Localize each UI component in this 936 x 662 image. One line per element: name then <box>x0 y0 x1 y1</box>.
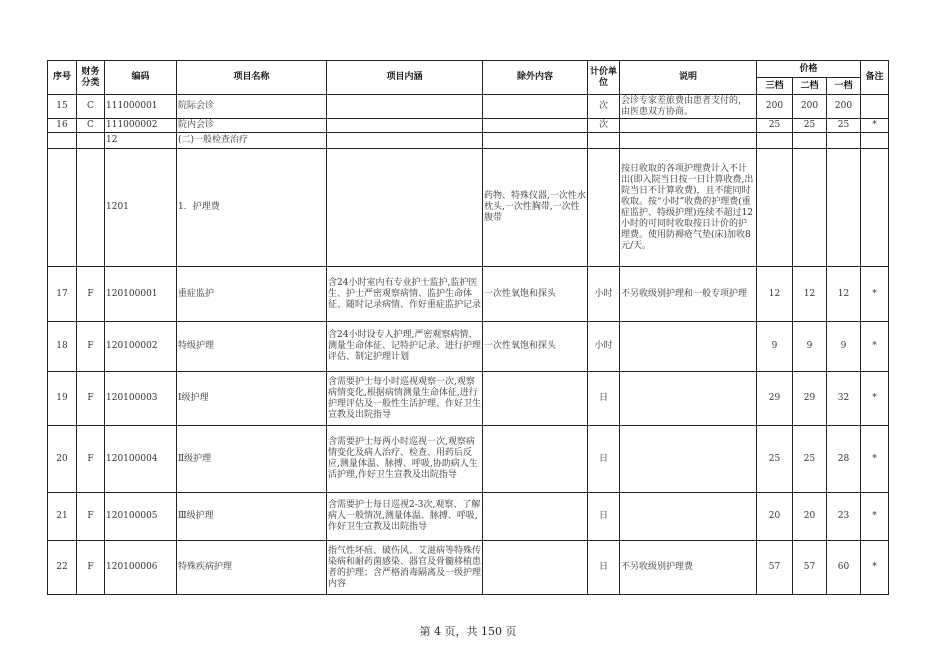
cell-p1: 200 <box>827 95 861 119</box>
cell-note: 按日收取的各项护理费计入不计出(即入院当日按一日计算收费,出院当日不计算收费)，且不能同时收取。按“小时”收费的护理费(重症监护、特级护理)连续不超过12小时的可同时收取按日计价的护理费。使用防褥疮气垫(床)加收8元/天。 <box>620 149 757 267</box>
cell-content <box>327 133 483 149</box>
cell-content <box>327 149 483 267</box>
cell-seq: 16 <box>48 119 77 133</box>
cell-p3: 29 <box>757 372 793 426</box>
cell-unit <box>588 149 620 267</box>
cell-p1 <box>827 149 861 267</box>
cell-p2: 20 <box>793 493 827 541</box>
cell-p2: 25 <box>793 119 827 133</box>
cell-content: 含需要护士每日巡视2-3次,观察、了解病人一般情况,测量体温、脉搏、呼吸,作好卫生宣教及出院指导 <box>327 493 483 541</box>
cell-code: 120100003 <box>105 372 177 426</box>
cell-remark <box>861 133 889 149</box>
header-fin-class: 财务分类 <box>77 61 105 95</box>
cell-code: 120100002 <box>105 322 177 372</box>
cell-remark <box>861 95 889 119</box>
cell-fin: F <box>77 267 105 322</box>
cell-p2: 25 <box>793 426 827 493</box>
cell-p2: 200 <box>793 95 827 119</box>
cell-excluded <box>483 119 588 133</box>
cell-content: 含需要护士每小时巡视观察一次,观察病情变化,根据病情测量生命体征,进行护理评估及一般性生活护理、作好卫生宣教及出院指导 <box>327 372 483 426</box>
cell-name: Ⅰ级护理 <box>177 372 327 426</box>
cell-note: 会诊专家差旅费由患者支付的，由医患双方协商。 <box>620 95 757 119</box>
cell-name: 院内会诊 <box>177 119 327 133</box>
cell-code: 1201 <box>105 149 177 267</box>
cell-seq: 15 <box>48 95 77 119</box>
cell-content <box>327 119 483 133</box>
cell-unit: 小时 <box>588 322 620 372</box>
cell-note <box>620 426 757 493</box>
cell-fin <box>77 133 105 149</box>
table-row <box>48 372 889 426</box>
table-row <box>48 133 889 149</box>
cell-note <box>620 133 757 149</box>
cell-fin: C <box>77 119 105 133</box>
cell-code: 111000001 <box>105 95 177 119</box>
cell-content: 指气性坏疽、破伤风、艾滋病等特殊传染病和耐药菌感染、器官及骨髓移植患者的护理；含严格消毒隔离及一级护理内容 <box>327 541 483 595</box>
cell-excluded <box>483 426 588 493</box>
cell-excluded: 一次性氧饱和探头 <box>483 322 588 372</box>
cell-p3: 9 <box>757 322 793 372</box>
cell-note <box>620 119 757 133</box>
table-row <box>48 267 889 322</box>
cell-code: 111000002 <box>105 119 177 133</box>
header-tier1: 一档 <box>827 78 861 95</box>
cell-seq: 22 <box>48 541 77 595</box>
cell-name: 院际会诊 <box>177 95 327 119</box>
cell-excluded <box>483 133 588 149</box>
cell-p3: 12 <box>757 267 793 322</box>
cell-seq <box>48 149 77 267</box>
cell-name: 1．护理费 <box>177 149 327 267</box>
cell-seq: 19 <box>48 372 77 426</box>
cell-fin: F <box>77 541 105 595</box>
cell-fin: F <box>77 372 105 426</box>
cell-remark: * <box>861 541 889 595</box>
cell-p3: 57 <box>757 541 793 595</box>
header-remark: 备注 <box>861 61 889 95</box>
page-footer: 第 4 页，共 150 页 <box>419 625 517 638</box>
cell-unit: 日 <box>588 493 620 541</box>
cell-remark: * <box>861 426 889 493</box>
cell-excluded <box>483 372 588 426</box>
cell-excluded: 一次性氧饱和探头 <box>483 267 588 322</box>
cell-fin: F <box>77 493 105 541</box>
cell-p1: 12 <box>827 267 861 322</box>
cell-remark: * <box>861 493 889 541</box>
cell-p2 <box>793 133 827 149</box>
table-row <box>48 493 889 541</box>
cell-excluded: 药物、特殊仪器,一次性水枕头,一次性胸带,一次性腹带 <box>483 149 588 267</box>
header-code: 编码 <box>105 61 177 95</box>
cell-p2: 12 <box>793 267 827 322</box>
cell-name: 特级护理 <box>177 322 327 372</box>
cell-content: 含24小时设专人护理,严密观察病情、测量生命体征、记特护记录、进行护理评估、制定护理计划 <box>327 322 483 372</box>
cell-remark: * <box>861 372 889 426</box>
cell-code: 12 <box>105 133 177 149</box>
header-tier2: 二档 <box>793 78 827 95</box>
cell-p2: 29 <box>793 372 827 426</box>
cell-excluded <box>483 493 588 541</box>
cell-name: 重症监护 <box>177 267 327 322</box>
cell-seq <box>48 133 77 149</box>
cell-note: 不另收级别护理费 <box>620 541 757 595</box>
price-table <box>47 60 889 595</box>
cell-p3 <box>757 133 793 149</box>
table-row <box>48 322 889 372</box>
cell-code: 120100001 <box>105 267 177 322</box>
cell-content <box>327 95 483 119</box>
header-note: 说明 <box>620 61 757 95</box>
cell-code: 120100004 <box>105 426 177 493</box>
cell-p2: 9 <box>793 322 827 372</box>
table-row <box>48 95 889 119</box>
cell-excluded <box>483 541 588 595</box>
cell-content: 含24小时室内有专业护士监护,监护医生、护士严密观察病情、监护生命体征、随时记录病情、作好重症监护记录 <box>327 267 483 322</box>
cell-seq: 20 <box>48 426 77 493</box>
cell-p1: 25 <box>827 119 861 133</box>
cell-remark: * <box>861 119 889 133</box>
cell-p1: 9 <box>827 322 861 372</box>
cell-p2: 57 <box>793 541 827 595</box>
cell-unit: 次 <box>588 95 620 119</box>
header-seq: 序号 <box>48 61 77 95</box>
cell-p3: 200 <box>757 95 793 119</box>
cell-note: 不另收级别护理和一般专项护理 <box>620 267 757 322</box>
cell-code: 120100006 <box>105 541 177 595</box>
cell-p1: 23 <box>827 493 861 541</box>
cell-unit: 小时 <box>588 267 620 322</box>
cell-p3: 25 <box>757 426 793 493</box>
cell-remark: * <box>861 267 889 322</box>
header-unit: 计价单位 <box>588 61 620 95</box>
cell-seq: 17 <box>48 267 77 322</box>
cell-name: (二)一般检查治疗 <box>177 133 327 149</box>
header-excluded: 除外内容 <box>483 61 588 95</box>
cell-unit <box>588 133 620 149</box>
cell-p1: 28 <box>827 426 861 493</box>
header-name: 项目名称 <box>177 61 327 95</box>
cell-content: 含需要护士每两小时巡视一次,观察病情变化及病人治疗、检查、用药后反应,测量体温、脉搏、呼吸,协助病人生活护理,作好卫生宣教及出院指导 <box>327 426 483 493</box>
header-tier3: 三档 <box>757 78 793 95</box>
cell-p1: 60 <box>827 541 861 595</box>
cell-name: 特殊疾病护理 <box>177 541 327 595</box>
cell-unit: 次 <box>588 119 620 133</box>
cell-p3: 25 <box>757 119 793 133</box>
cell-fin: F <box>77 322 105 372</box>
cell-note <box>620 322 757 372</box>
cell-p3 <box>757 149 793 267</box>
cell-remark <box>861 149 889 267</box>
cell-seq: 21 <box>48 493 77 541</box>
cell-fin: C <box>77 95 105 119</box>
cell-fin: F <box>77 426 105 493</box>
cell-note <box>620 493 757 541</box>
header-content: 项目内涵 <box>327 61 483 95</box>
table-row <box>48 426 889 493</box>
table-row <box>48 119 889 133</box>
cell-p2 <box>793 149 827 267</box>
cell-p1 <box>827 133 861 149</box>
cell-code: 120100005 <box>105 493 177 541</box>
cell-remark: * <box>861 322 889 372</box>
cell-seq: 18 <box>48 322 77 372</box>
cell-name: Ⅲ级护理 <box>177 493 327 541</box>
cell-excluded <box>483 95 588 119</box>
cell-p3: 20 <box>757 493 793 541</box>
cell-note <box>620 372 757 426</box>
cell-unit: 日 <box>588 426 620 493</box>
cell-unit: 日 <box>588 372 620 426</box>
table-row <box>48 541 889 595</box>
table-row <box>48 149 889 267</box>
header-price: 价格 <box>757 61 861 78</box>
cell-name: Ⅱ级护理 <box>177 426 327 493</box>
cell-p1: 32 <box>827 372 861 426</box>
cell-unit: 日 <box>588 541 620 595</box>
cell-fin <box>77 149 105 267</box>
